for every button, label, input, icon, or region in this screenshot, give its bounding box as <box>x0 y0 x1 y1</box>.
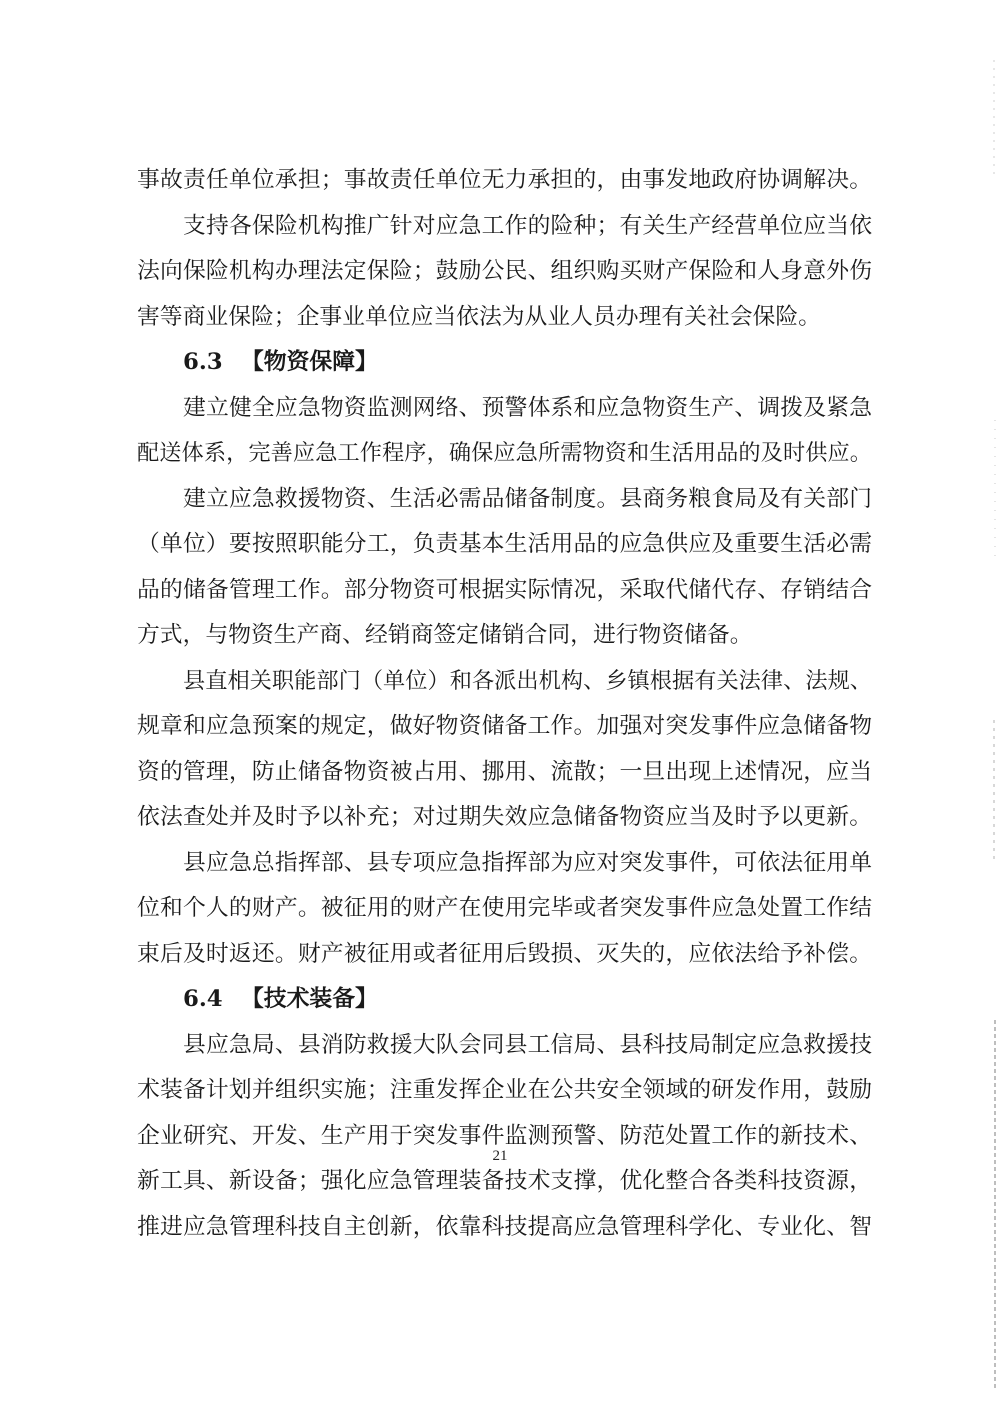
body-text-line: 县应急总指挥部、县专项应急指挥部为应对突发事件，可依法征用单 <box>183 849 872 876</box>
body-text-line: 资的管理，防止储备物资被占用、挪用、流散；一旦出现上述情况，应当 <box>137 758 872 785</box>
body-text-line: 企业研究、开发、生产用于突发事件监测预警、防范处置工作的新技术、 <box>137 1122 872 1149</box>
page-number: 21 <box>492 1148 508 1164</box>
body-text-line: 术装备计划并组织实施；注重发挥企业在公共安全领域的研发作用，鼓励 <box>137 1077 872 1103</box>
body-text-line: 事故责任单位承担；事故责任单位无力承担的，由事发地政府协调解决。 <box>137 167 872 193</box>
section-title: 【技术装备】 <box>241 986 378 1012</box>
body-text-line: 品的储备管理工作。部分物资可根据实际情况，采取代储代存、存销结合 <box>137 576 872 603</box>
section-number: 6.3 <box>183 349 223 375</box>
section-heading <box>137 340 872 386</box>
body-text-line: 配送体系，完善应急工作程序，确保应急所需物资和生活用品的及时供应。 <box>137 440 872 466</box>
body-text-line: 依法查处并及时予以补充；对过期失效应急储备物资应当及时予以更新。 <box>137 804 872 830</box>
body-text-line: 位和个人的财产。被征用的财产在使用完毕或者突发事件应急处置工作结 <box>137 895 872 921</box>
body-text-line: 法向保险机构办理法定保险；鼓励公民、组织购买财产保险和人身意外伤 <box>137 258 872 284</box>
scan-edge-noise <box>990 0 1000 1417</box>
body-text-line: 建立健全应急物资监测网络、预警体系和应急物资生产、调拨及紧急 <box>183 394 872 421</box>
body-text-line: （单位）要按照职能分工，负责基本生活用品的应急供应及重要生活必需 <box>137 531 872 557</box>
body-text-line: 方式，与物资生产商、经销商签定储销合同，进行物资储备。 <box>137 622 753 648</box>
body-text-line: 束后及时返还。财产被征用或者征用后毁损、灭失的，应依法给予补偿。 <box>137 940 872 967</box>
body-text-line: 规章和应急预案的规定，做好物资储备工作。加强对突发事件应急储备物 <box>137 713 872 739</box>
body-text-line: 县直相关职能部门（单位）和各派出机构、乡镇根据有关法律、法规、 <box>183 667 872 694</box>
body-text-line: 县应急局、县消防救援大队会同县工信局、县科技局制定应急救援技 <box>183 1031 872 1058</box>
section-title: 【物资保障】 <box>241 349 378 375</box>
section-heading <box>137 977 872 1023</box>
body-text-line: 新工具、新设备；强化应急管理装备技术支撑，优化整合各类科技资源， <box>137 1168 872 1194</box>
body-text-line: 支持各保险机构推广针对应急工作的险种；有关生产经营单位应当依 <box>183 212 872 239</box>
section-number: 6.4 <box>183 986 223 1012</box>
body-text-line: 害等商业保险；企事业单位应当依法为从业人员办理有关社会保险。 <box>137 303 821 330</box>
body-text-line: 推进应急管理科技自主创新，依靠科技提高应急管理科学化、专业化、智 <box>137 1213 872 1240</box>
body-text-line: 建立应急救援物资、生活必需品储备制度。县商务粮食局及有关部门 <box>183 485 872 512</box>
document-body <box>137 158 872 1250</box>
